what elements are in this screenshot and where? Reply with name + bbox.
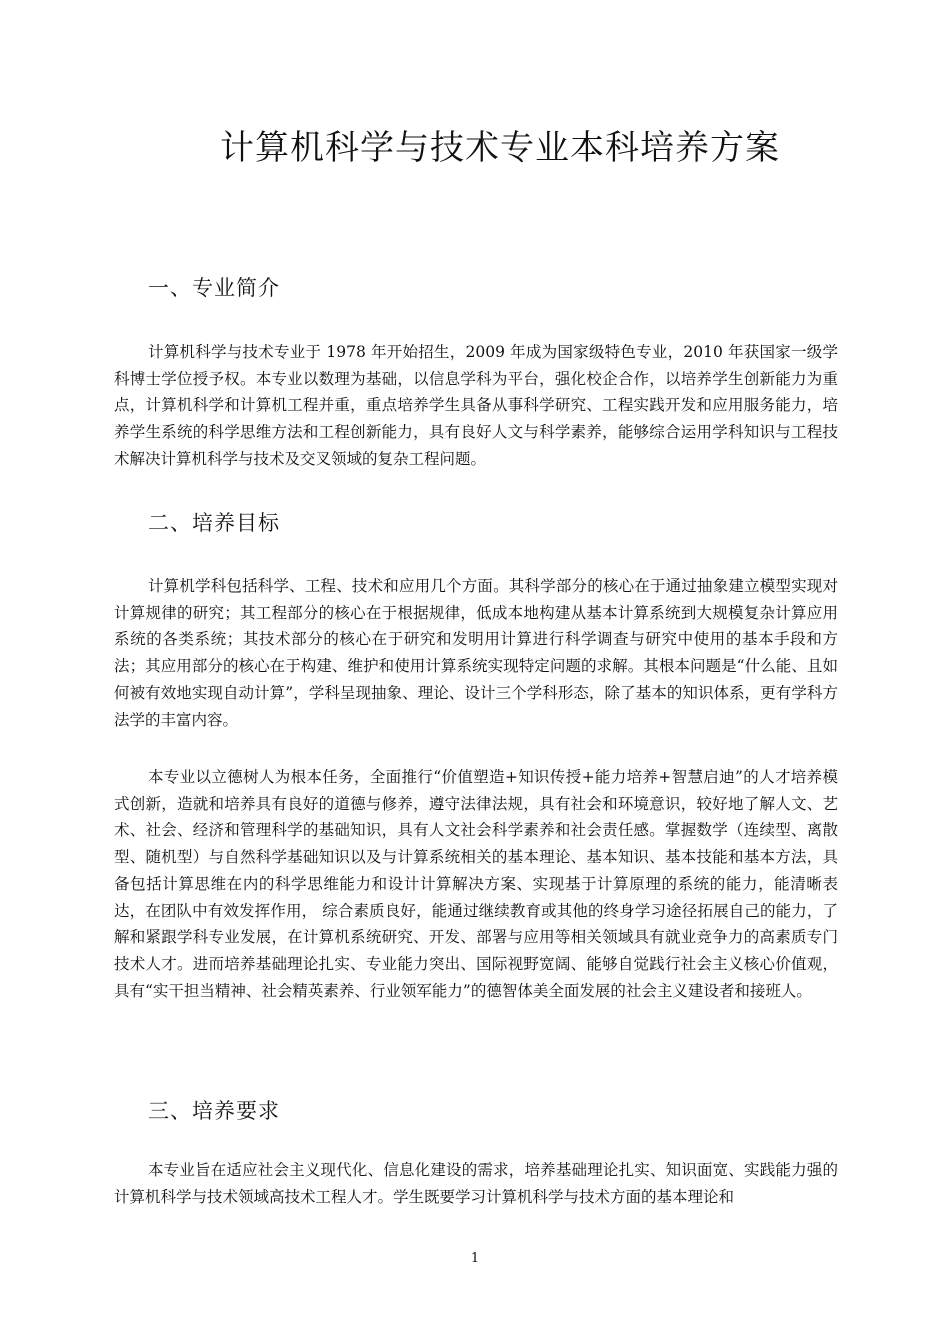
section-heading-requirements: 三、培养要求 [148,1099,280,1123]
goals-paragraph-1: 计算机学科包括科学、工程、技术和应用几个方面。其科学部分的核心在于通过抽象建立模型实现对计算规律的研究；其工程部分的核心在于根据规律，低成本地构建从基本计算系统到大规模复杂计算应用系统的各类系统；其技术部分的核心在于研究和发明用计算进行科学调查与研究中使用的基本手段和方法；其应用部分的核心在于构建、维护和使用计算系统实现特定问题的求解。其根本问题是“什么能、且如何被有效地实现自动计算”，学科呈现抽象、理论、设计三个学科形态，除了基本的知识体系，更有学科方法学的丰富内容。 [114,577,838,729]
section-heading-goals: 二、培养目标 [148,511,280,535]
page-number: 1 [470,1251,480,1266]
section-heading-intro: 一、专业简介 [148,276,280,300]
goals-paragraph-2: 本专业以立德树人为根本任务，全面推行“价值塑造+知识传授+能力培养+智慧启迪”的人才培养模式创新，造就和培养具有良好的道德与修养，遵守法律法规，具有社会和环境意识，较好地了解人文、艺术、社会、经济和管理科学的基础知识，具有人文社会科学素养和社会责任感。掌握数学（连续型、离散型、随机型）与自然科学基础知识以及与计算系统相关的基本理论、基本知识、基本技能和基本方法，具备包括计算思维在内的科学思维能力和设计计算解决方案、实现基于计算原理的系统的能力，能清晰表达，在团队中有效发挥作用， 综合素质良好，能通过继续教育或其他的终身学习途径拓展自己的能力，了解和紧跟学科专业发展，在计算机系统研究、开发、部署与应用等相关领域具有就业竞争力的高素质专门技术人才。进而培养基础理论扎实、专业能力突出、国际视野宽阔、能够自觉践行社会主义核心价值观，具有“实干担当精神、社会精英素养、行业领军能力”的德智体美全面发展的社会主义建设者和接班人。 [114,768,838,1000]
requirements-paragraph: 本专业旨在适应社会主义现代化、信息化建设的需求，培养基础理论扎实、知识面宽、实践能力强的计算机科学与技术领域高技术工程人才。学生既要学习计算机科学与技术方面的基本理论和 [114,1161,838,1206]
document-title: 计算机科学与技术专业本科培养方案 [220,128,780,168]
intro-paragraph: 计算机科学与技术专业于 1978 年开始招生，2009 年成为国家级特色专业，2010 年获国家一级学科博士学位授予权。本专业以数理为基础，以信息学科为平台，强化校企合作，以培养学生创新能力为重点，计算机科学和计算机工程并重，重点培养学生具备从事科学研究、工程实践开发和应用服务能力，培养学生系统的科学思维方法和工程创新能力，具有良好人文与科学素养，能够综合运用学科知识与工程技术解决计算机科学与技术及交叉领域的复杂工程问题。 [114,343,838,468]
